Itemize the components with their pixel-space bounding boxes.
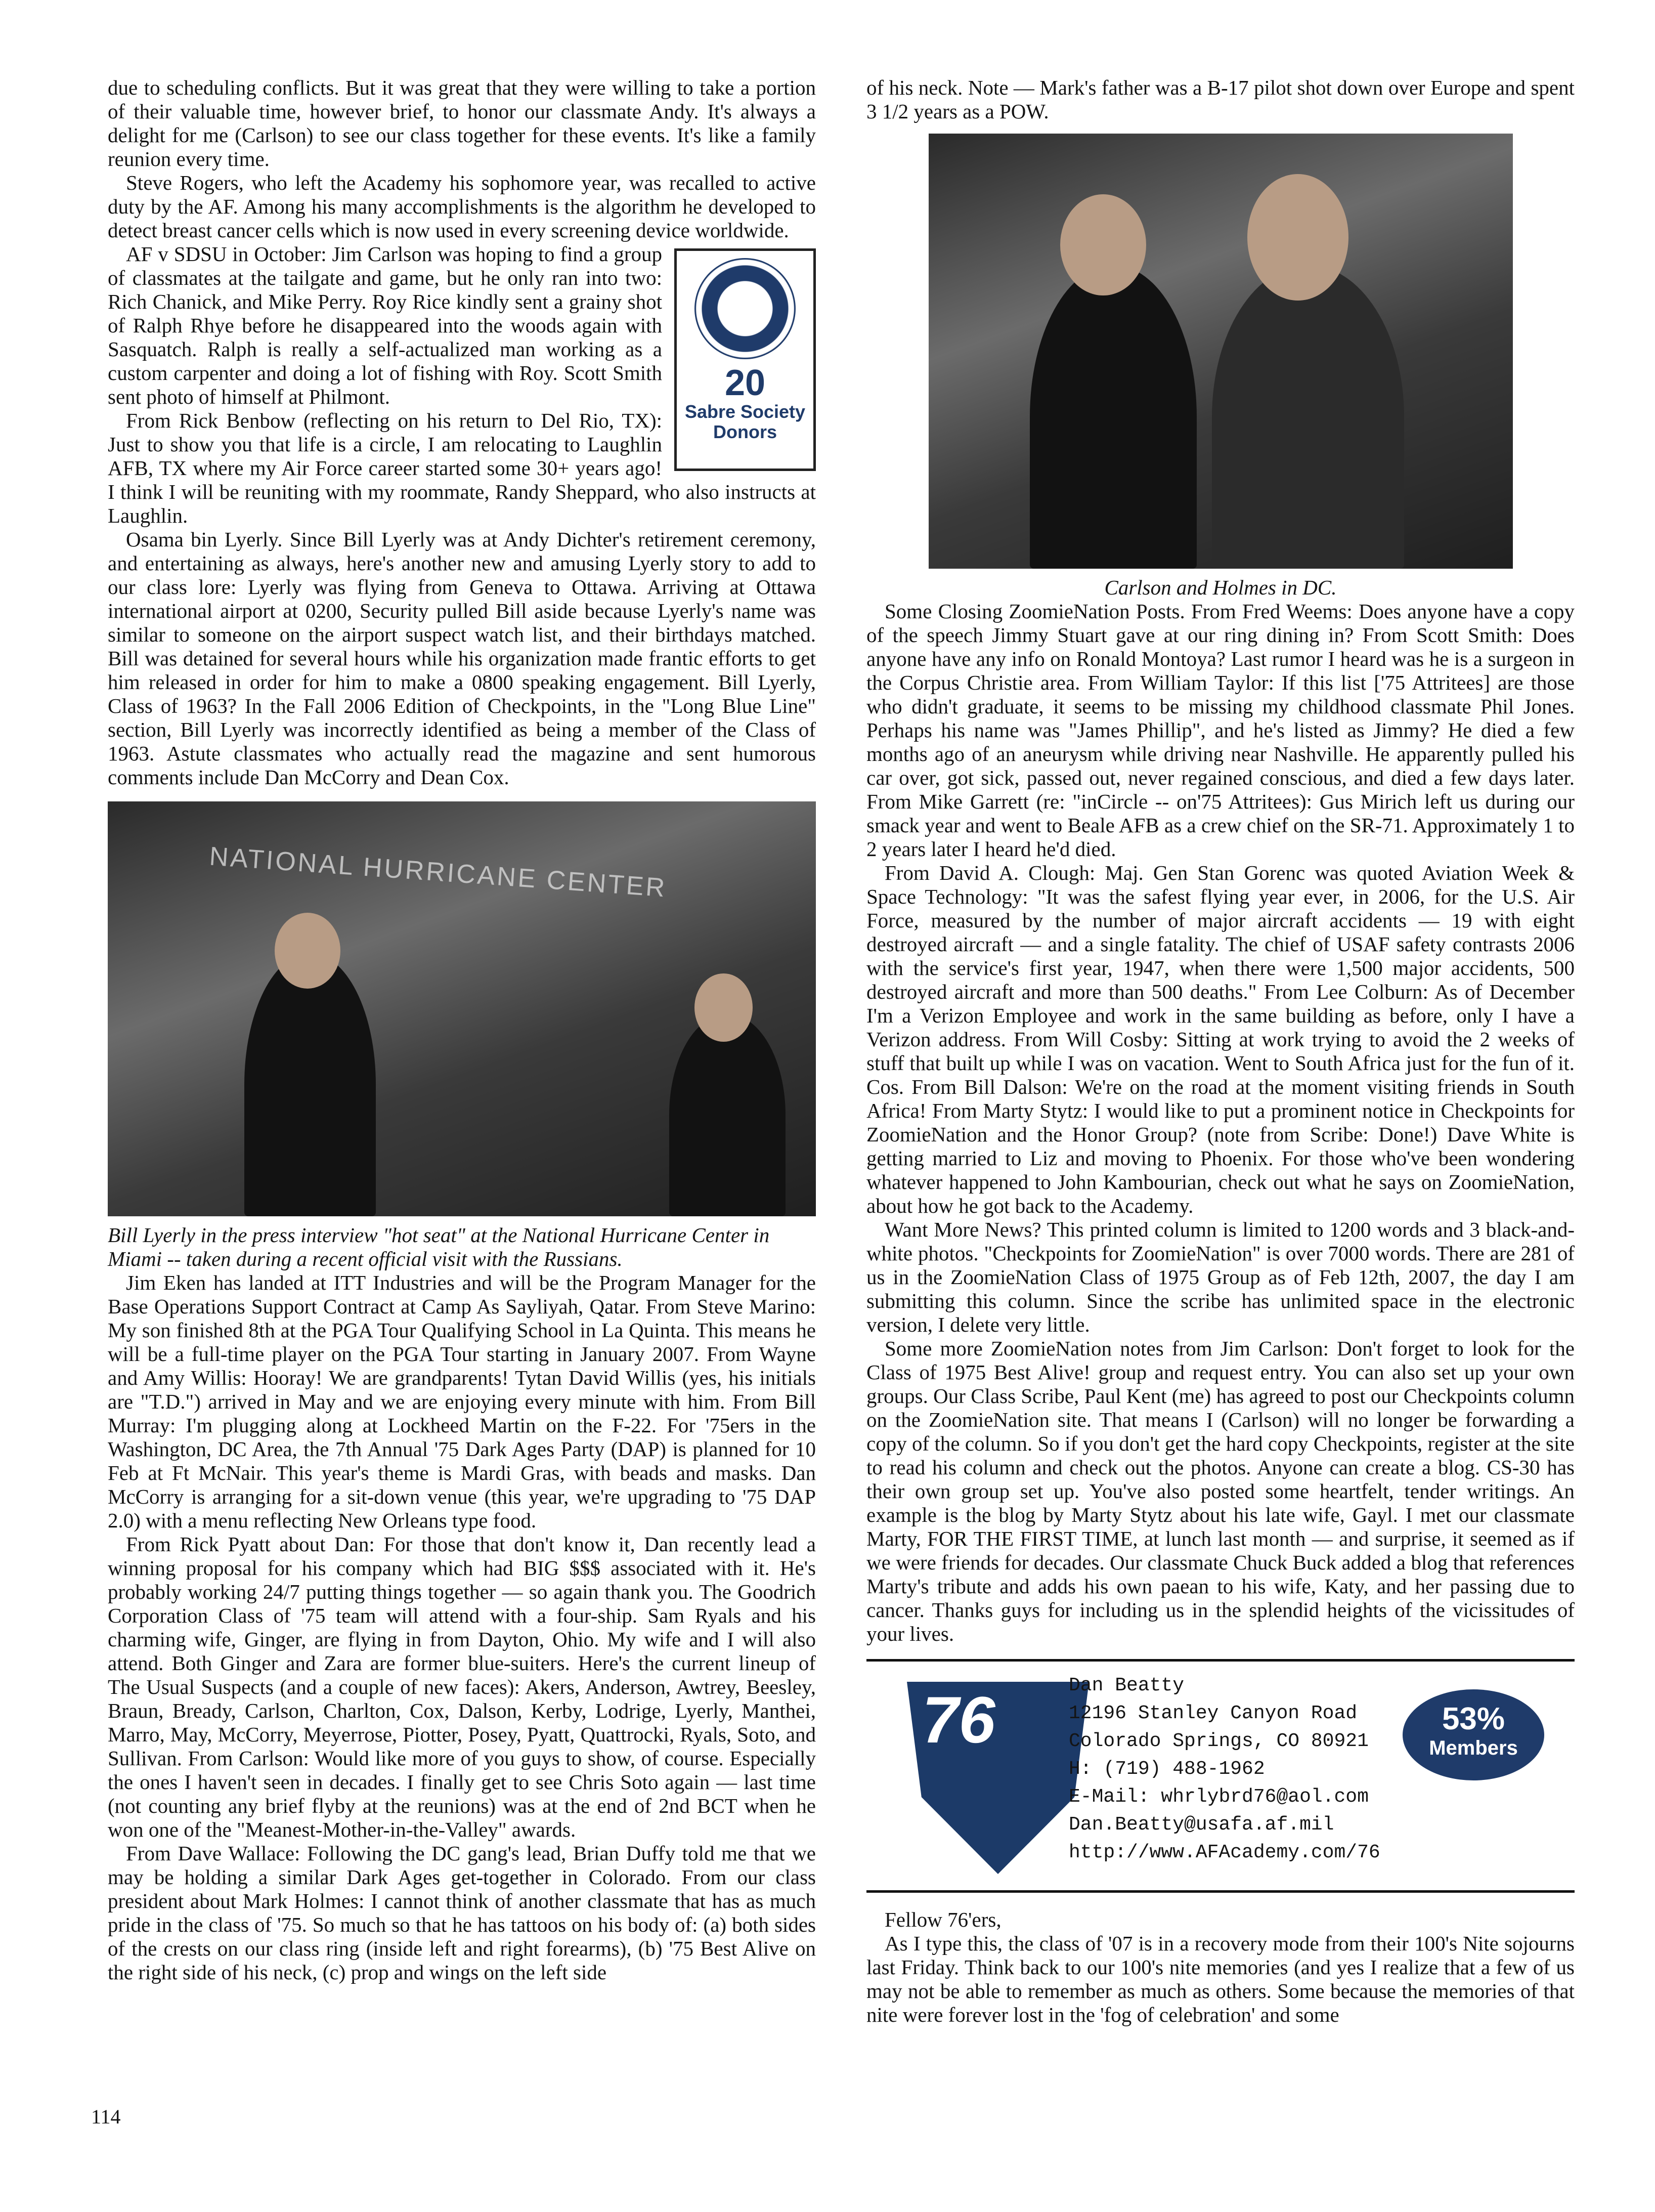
person-head-2 xyxy=(694,973,753,1042)
contact-city: Colorado Springs, CO 80921 xyxy=(1069,1730,1369,1752)
photo-sign-text: NATIONAL HURRICANE CENTER xyxy=(208,841,668,903)
right-para-6: Fellow 76'ers, xyxy=(885,1908,1001,1931)
left-para-1: due to scheduling conflicts. But it was great that they were willing to take a portion of their valuable time, however brief, to honor our classmate Andy. It's always a delight for me (Carlson) to see our class together for these events. It's like a family reunion every time. xyxy=(108,76,816,171)
right-column xyxy=(866,76,1575,2027)
left-column xyxy=(108,76,816,1984)
badge-label-2: Donors xyxy=(713,421,777,442)
right-para-2: Some Closing ZoomieNation Posts. From Fred Weems: Does anyone have a copy of the speech Jimmy Stuart gave at our ring dining in? From Scott Smith: Does anyone have any info on Ronald Montoya? Last rumor I heard was he is a surgeon in the Corpus Christie area. From William Taylor: If this list ['75 Attritees] are those who didn't graduate, it seems to be missing my childhood classmate Phil Jones. Perhaps his name was "James Phillip", and he's listed as Jimmy? He died a few months ago of an aneurysm while driving near Nashville. He apparently pulled his car over, got sick, passed out, never regained conscious, and died a few days later. From Mike Garrett (re: "inCircle -- on'75 Attritees): Gus Mirich left us during our smack year and went to Beale AFB as a crew chief on the SR-71. Approximately 1 to 2 years later I heard he'd died. xyxy=(866,600,1575,861)
contact-name: Dan Beatty xyxy=(1069,1675,1185,1696)
contact-phone: H: (719) 488-1962 xyxy=(1069,1758,1265,1780)
left-para-4: From Rick Benbow (reflecting on his return to Del Rio, TX): Just to show you that life is a circle, I am relocating to Laughlin AFB, TX where my Air Force career started some 30+ years ago! I think I will be reuniting with my roommate, Randy Sheppard, who also instructs at Laughlin. xyxy=(108,409,816,527)
left-para-2: Steve Rogers, who left the Academy his sophomore year, was recalled to active duty by the AF. Among his many accomplishments is the algorithm he developed to detect breast cancer cells which is now used in every screening device worldwide. xyxy=(108,171,816,242)
person-head xyxy=(275,913,340,989)
hurricane-center-photo xyxy=(108,801,816,1216)
sabre-society-seal-icon xyxy=(694,258,796,359)
badge-number: 20 xyxy=(724,363,766,403)
contact-details xyxy=(1069,1672,1380,1866)
carlson-holmes-photo xyxy=(929,134,1513,569)
person-figure-2 xyxy=(669,1014,786,1216)
class-scribe-contact-box xyxy=(866,1659,1575,1893)
badge-label-1: Sabre Society xyxy=(684,401,806,422)
person-head-2 xyxy=(1247,174,1348,301)
left-para-3: AF v SDSU in October: Jim Carlson was hoping to find a group of classmates at the tailgate and game, but he only ran into two: Rich Chanick, and Mike Perry. Roy Rice kindly sent a grainy shot of Ralph Rhye before he disappeared into the woods again with Sasquatch. Ralph is really a self-actualized man working as a custom carpenter and doing a lot of fishing with Roy. Scott Smith sent photo of himself at Philmont. xyxy=(108,242,662,408)
carlson-holmes-caption: Carlson and Holmes in DC. xyxy=(1104,576,1337,599)
contact-email-2[interactable]: Dan.Beatty@usafa.af.mil xyxy=(1069,1814,1334,1836)
members-badge xyxy=(1403,1689,1544,1780)
left-para-7: From Rick Pyatt about Dan: For those that don't know it, Dan recently lead a winning proposal for his company which had BIG $$$ associated with it. He's probably working 24/7 putting things together — so again thank you. The Goodrich Corporation Class of '75 team will attend with a four-ship. Sam Ryals and his charming wife, Ginger, are flying in from Dayton, Ohio. My wife and I will also attend. Both Ginger and Zara are former blue-suiters. Here's the current lineup of The Usual Suspects (and a couple of new faces): Akers, Anderson, Awtrey, Beesley, Braun, Bready, Carlson, Charlton, Cox, Dalson, Kerby, Lodrige, Lyerly, Manthei, Marro, May, McCorry, Meyerrose, Piotter, Posey, Pyatt, Quattrocki, Ryals, Soto, and Sullivan. From Carlson: Would like more of you guys to show, of course. Especially the ones I haven't seen in decades. I finally get to see Chris Soto again — last time (not counting any brief flyby at the reunions) was at the end of 2nd BCT when he won one of the "Meanest-Mother-in-the-Valley" awards. xyxy=(108,1533,816,1841)
members-percent: 53% xyxy=(1442,1701,1505,1736)
right-para-1: of his neck. Note — Mark's father was a B-17 pilot shot down over Europe and spent 3 1/2 years as a POW. xyxy=(866,76,1575,123)
sabre-society-badge xyxy=(674,248,816,471)
person-head xyxy=(1060,194,1146,295)
contact-email-1[interactable]: E-Mail: whrlybrd76@aol.com xyxy=(1069,1786,1369,1808)
left-para-8: From Dave Wallace: Following the DC gang's lead, Brian Duffy told me that we may be holding a similar Dark Ages get-together in Colorado. From our class president about Mark Holmes: I cannot think of another classmate that has as much pride in the class of '75. So much so that he has tattoos on his body of: (a) both sides of the crests on our class ring (inside left and right forearms), (b) '75 Best Alive on the right side of his neck, (c) prop and wings on the left side xyxy=(108,1842,816,1984)
person-figure xyxy=(1030,265,1197,569)
right-para-5: Some more ZoomieNation notes from Jim Carlson: Don't forget to look for the Class of 1975 Best Alive! group and request entry. You can also set up your own groups. Our Class Scribe, Paul Kent (me) has agreed to post our Checkpoints column on the ZoomieNation site. That means I (Carlson) will no longer be forwarding a copy of the column. So if you don't get the hard copy Checkpoints, register at the site to read his column and check out the photos. Anyone can create a blog. CS-30 has their own group set up. You've also posted some heartfelt, tender writings. An example is the blog by Marty Stytz about his late wife, Gayl. I met our classmate Marty, FOR THE FIRST TIME, at lunch last month — and surprise, it seemed as if we were friends for decades. Our classmate Chuck Buck added a blog that references Marty's tribute and adds his own paean to his wife, Katy, and her passing due to cancer. Thanks guys for including us in the splendid heights of the vicissitudes of your lives. xyxy=(866,1337,1575,1645)
person-figure-2 xyxy=(1212,265,1404,569)
page-number: 114 xyxy=(91,2105,121,2128)
hurricane-photo-caption: Bill Lyerly in the press interview "hot seat" at the National Hurricane Center in Miami -- taken during a recent official visit with the Russians. xyxy=(108,1223,770,1270)
right-para-3: From David A. Clough: Maj. Gen Stan Gorenc was quoted Aviation Week & Space Technology: "It was the safest flying year ever, in 2006, for the U.S. Air Force, measured by the number of major aircraft accidents — 19 with eight destroyed aircraft — and a single fatality. The chief of USAF safety contrasts 2006 with the service's first year, 1947, when there were 1,500 major accidents, 500 destroyed aircraft and more than 500 deaths." From Lee Colburn: As of December I'm a Verizon Employee and work in the same building as before, only I have a Verizon address. From Will Cosby: Sitting at work trying to avoid the 2 weeks of stuff that built up while I was on vacation. Went to South Africa just for the fun of it. Cos. From Bill Dalson: We're on the road at the moment visiting friends in South Africa! From Marty Stytz: I would like to put a prominent notice in Checkpoints for ZoomieNation and the Honor Group? (note from Scribe: Done!) Dave White is getting married to Liz and moving to Phoenix. For those who've been wondering whatever happened to John Kambourian, check out what he says on ZoomieNation, about how he got back to the Academy. xyxy=(866,861,1575,1217)
contact-street: 12196 Stanley Canyon Road xyxy=(1069,1703,1358,1724)
left-para-5: Osama bin Lyerly. Since Bill Lyerly was at Andy Dichter's retirement ceremony, and entertaining as always, here's another new and amusing Lyerly story to add to our class lore: Lyerly was flying from Geneva to Ottawa. Arriving at Ottawa international airport at 0200, Security pulled Bill aside because Lyerly's name was similar to someone on the airport suspect watch list, and their birthdays matched. Bill was detained for several hours while his organization made frantic efforts to get him released in order for him to make a 0800 speaking engagement. Bill Lyerly, Class of 1963? In the Fall 2006 Edition of Checkpoints, in the "Long Blue Line" section, Bill Lyerly was incorrectly identified as being a member of the Class of 1963. Astute classmates who actually read the magazine and sent humorous comments include Dan McCorry and Dean Cox. xyxy=(108,528,816,789)
members-label: Members xyxy=(1429,1737,1518,1759)
crest-number: 76 xyxy=(922,1683,995,1757)
person-figure xyxy=(244,953,376,1216)
contact-website[interactable]: http://www.AFAcademy.com/76 xyxy=(1069,1842,1380,1863)
right-para-4: Want More News? This printed column is limited to 1200 words and 3 black-and-white photos. "Checkpoints for ZoomieNation" is over 7000 words. There are 281 of us in the ZoomieNation Class of 1975 Group as of Feb 12th, 2007, the day I am submitting this column. Since the scribe has unlimited space in the electronic version, I delete very little. xyxy=(866,1218,1575,1336)
left-para-6: Jim Eken has landed at ITT Industries and will be the Program Manager for the Base Operations Support Contract at Camp As Sayliyah, Qatar. From Steve Marino: My son finished 8th at the PGA Tour Qualifying School in La Quinta. This means he will be a full-time player on the PGA Tour starting in January 2007. From Wayne and Amy Willis: Hooray! We are grandparents! Tytan David Willis (yes, his initials are "T.D.") arrived in May and we are enjoying every minute with him. From Bill Murray: I'm plugging along at Lockheed Martin on the F-22. For '75ers in the Washington, DC Area, the 7th Annual '75 Dark Ages Party (DAP) is planned for 10 Feb at Ft McNair. This year's theme is Mardi Gras, with beads and masks. Dan McCorry is arranging for a sit-down venue (this year, we're upgrading to '75 DAP 2.0) with a menu reflecting New Orleans type food. xyxy=(108,1271,816,1532)
right-para-7: As I type this, the class of '07 is in a recovery mode from their 100's Nite sojourns last Friday. Think back to our 100's nite memories (and yes I realize that a few of us may not be able to remember as much as others. Some because the memories of that nite were forever lost in the 'fog of celebration' and some xyxy=(866,1932,1575,2026)
